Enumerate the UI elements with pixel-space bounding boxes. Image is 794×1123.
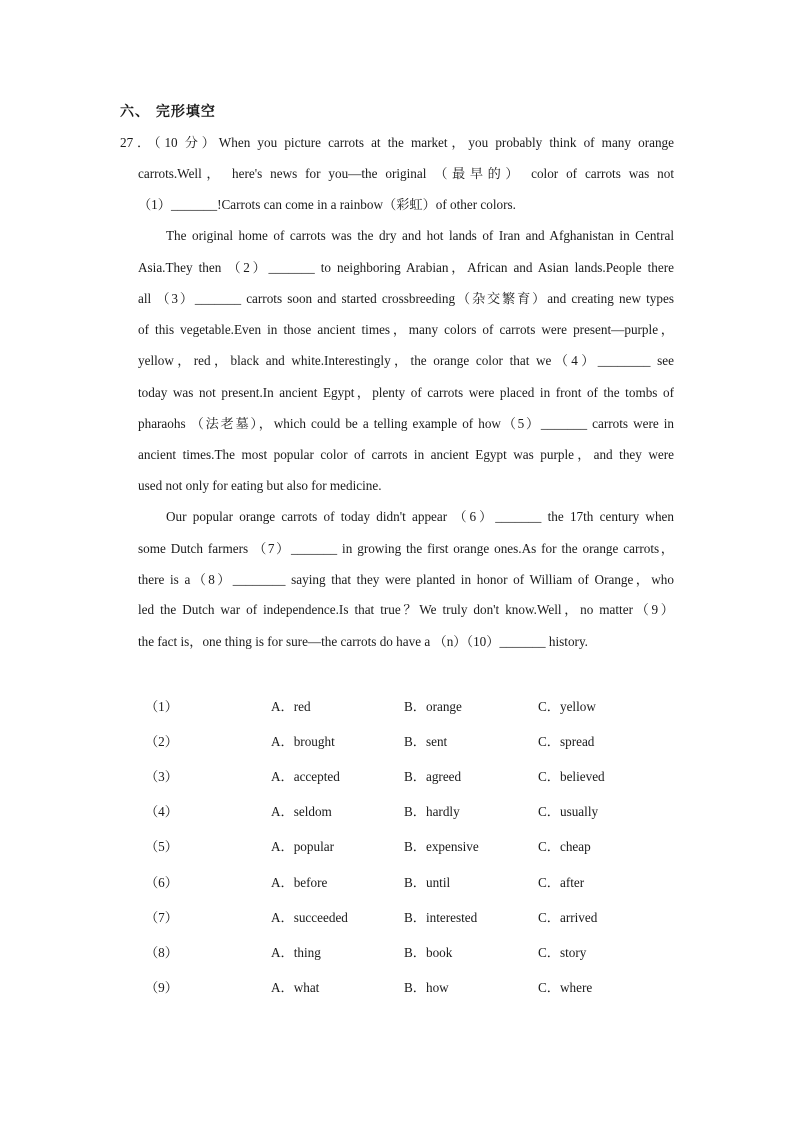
option-row bbox=[0, 837, 794, 857]
option-row bbox=[0, 908, 794, 928]
option-number: （5） bbox=[145, 839, 178, 854]
option-c[interactable]: C．arrived bbox=[538, 910, 598, 925]
option-a[interactable]: A．popular bbox=[271, 839, 334, 854]
passage-line: used not only for eating but also for medicine. bbox=[138, 478, 382, 493]
option-number: （3） bbox=[145, 769, 178, 784]
passage-line: pharaohs （法老墓），which could be a telling example of how（5）_______ carrots were in bbox=[138, 416, 674, 431]
option-row bbox=[0, 732, 794, 752]
option-row bbox=[0, 767, 794, 787]
option-a[interactable]: A．succeeded bbox=[271, 910, 348, 925]
option-c[interactable]: C．yellow bbox=[538, 699, 596, 714]
passage-line: Our popular orange carrots of today didn't appear （6）_______ the 17th century when bbox=[166, 509, 674, 524]
option-row bbox=[0, 697, 794, 717]
option-row bbox=[0, 943, 794, 963]
option-c[interactable]: C．after bbox=[538, 875, 585, 890]
option-a[interactable]: A．before bbox=[271, 875, 328, 890]
option-b[interactable]: B．how bbox=[404, 980, 449, 995]
passage-line: some Dutch farmers （7）_______ in growing the first orange ones.As for the orange carrots， bbox=[138, 541, 674, 556]
option-row bbox=[0, 802, 794, 822]
option-b[interactable]: B．until bbox=[404, 875, 451, 890]
option-row bbox=[0, 978, 794, 998]
option-c[interactable]: C．cheap bbox=[538, 839, 591, 854]
passage-line: all （3）_______ carrots soon and started crossbreeding（杂交繁育）and creating new types bbox=[138, 291, 674, 306]
passage-line: yellow，red，black and white.Interestingly，the orange color that we（4）________ see bbox=[138, 353, 674, 368]
option-b[interactable]: B．hardly bbox=[404, 804, 460, 819]
option-row bbox=[0, 873, 794, 893]
option-a[interactable]: A．red bbox=[271, 699, 311, 714]
option-a[interactable]: A．accepted bbox=[271, 769, 340, 784]
option-c[interactable]: C．story bbox=[538, 945, 587, 960]
option-c[interactable]: C．where bbox=[538, 980, 593, 995]
option-b[interactable]: B．expensive bbox=[404, 839, 479, 854]
passage-line: The original home of carrots was the dry and hot lands of Iran and Afghanistan in Central bbox=[166, 228, 674, 243]
option-number: （7） bbox=[145, 910, 178, 925]
option-a[interactable]: A．brought bbox=[271, 734, 335, 749]
option-b[interactable]: B．book bbox=[404, 945, 453, 960]
option-number: （4） bbox=[145, 804, 178, 819]
option-b[interactable]: B．agreed bbox=[404, 769, 462, 784]
option-a[interactable]: A．seldom bbox=[271, 804, 332, 819]
passage-line: carrots.Well， here's news for you—the original （最早的） color of carrots was not bbox=[138, 166, 674, 181]
option-number: （2） bbox=[145, 734, 178, 749]
section-title: 六、 完形填空 bbox=[120, 104, 216, 120]
option-a[interactable]: A．what bbox=[271, 980, 320, 995]
option-c[interactable]: C．usually bbox=[538, 804, 599, 819]
option-b[interactable]: B．orange bbox=[404, 699, 462, 714]
passage-line: 27．（10 分）When you picture carrots at the market，you probably think of many orange bbox=[120, 135, 674, 150]
option-number: （8） bbox=[145, 945, 178, 960]
passage-line: led the Dutch war of independence.Is that true？We truly don't know.Well，no matter（9） bbox=[138, 602, 674, 617]
option-number: （9） bbox=[145, 980, 178, 995]
option-number: （1） bbox=[145, 699, 178, 714]
option-b[interactable]: B．sent bbox=[404, 734, 448, 749]
passage-line: of this vegetable.Even in those ancient times，many colors of carrots were present—purple， bbox=[138, 322, 674, 337]
passage-line: （1）_______!Carrots can come in a rainbow（彩虹）of other colors. bbox=[138, 197, 516, 212]
passage-line: ancient times.The most popular color of carrots in ancient Egypt was purple，and they were bbox=[138, 447, 674, 462]
option-c[interactable]: C．believed bbox=[538, 769, 605, 784]
passage-line: there is a（8）________ saying that they were planted in honor of William of Orange，who bbox=[138, 572, 674, 587]
option-number: （6） bbox=[145, 875, 178, 890]
passage-line: the fact is，one thing is for sure—the carrots do have a （n）（10）_______ history. bbox=[138, 634, 588, 649]
passage-line: Asia.They then （2）_______ to neighboring Arabian，African and Asian lands.People there bbox=[138, 260, 674, 275]
option-a[interactable]: A．thing bbox=[271, 945, 321, 960]
passage-line: today was not present.In ancient Egypt，plenty of carrots were placed in front of the tombs of bbox=[138, 385, 674, 400]
option-c[interactable]: C．spread bbox=[538, 734, 595, 749]
option-b[interactable]: B．interested bbox=[404, 910, 478, 925]
